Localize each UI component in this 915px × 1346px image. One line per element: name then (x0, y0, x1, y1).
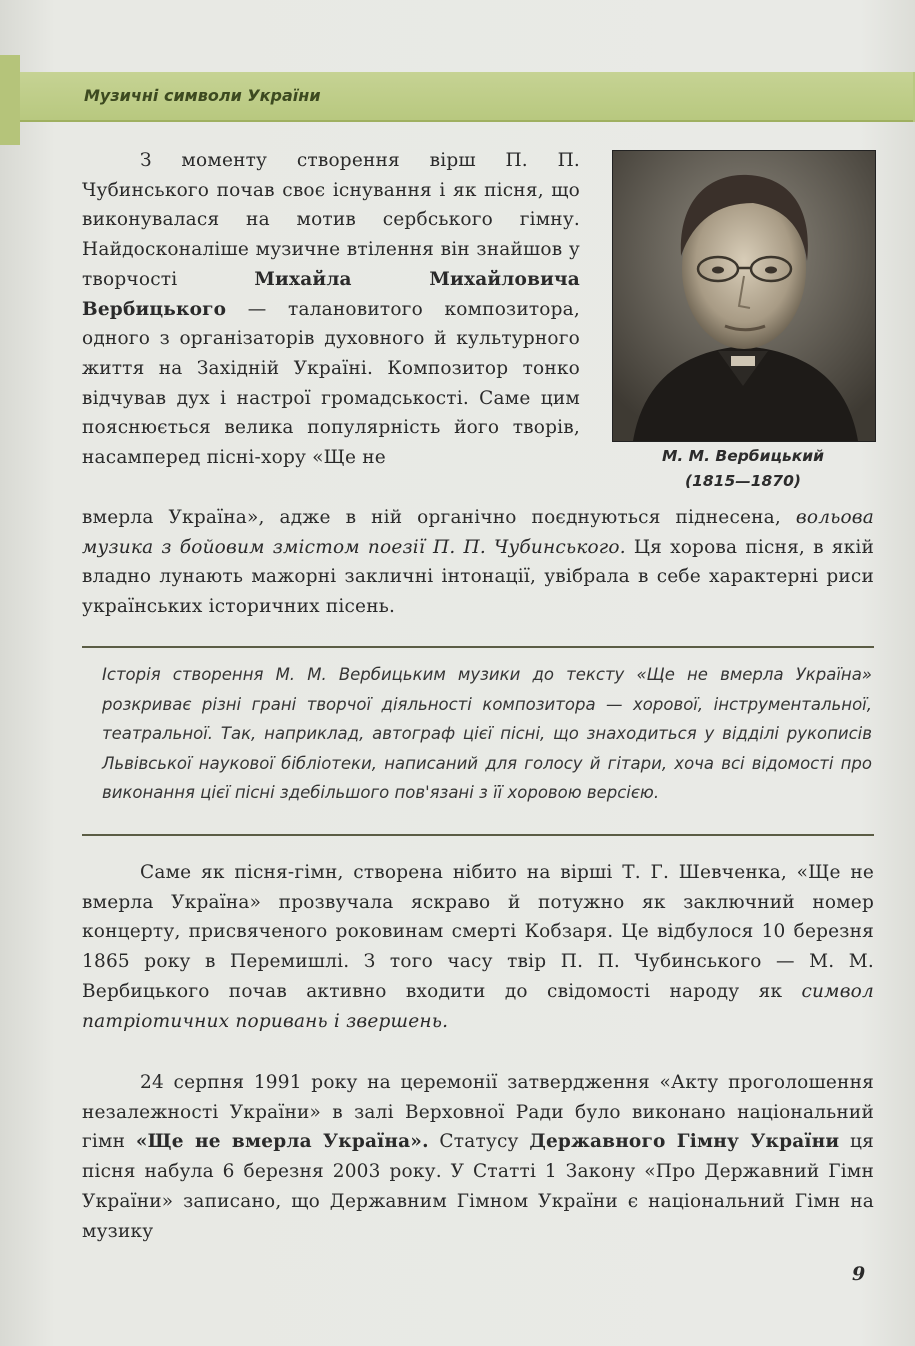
paragraph-1-text-a: З моменту створення вірш П. П. Чубинського почав своє існування і як пісня, що виконувалася на мотив сербського гімну. Найдосконаліше музичне втілення він знайшов у творчості (82, 150, 580, 290)
paragraph-3-text-a: 24 серпня 1991 року на церемонії затвердження «Акту проголошення незалежності України» в залі Верховної Ради було виконано національний гімн (82, 1072, 874, 1153)
paragraph-1-text-b: — талановитого композитора, одного з організаторів духовного й культурного життя на Західній Україні. Композитор тонко відчував дух і настрої громадськості. Саме цим пояснюється велика популярність його творів, насамперед пісні-хору «Ще не (82, 298, 580, 469)
note-box-text: Історія створення М. М. Вербицьким музики до тексту «Ще не вмерла Україна» розкриває різні грані творчої діяльності композитора — хорової, інструментальної, театральної. Так, наприклад, автограф цієї пісні, що знаходиться у відділі рукописів Львівської наукової бібліотеки, написаний для голосу й гітари, хоча всі відомості про виконання цієї пісні здебільшого пов'язані з її хоровою версією. (102, 665, 872, 802)
paragraph-2-italic: символ патріотичних поривань і звершень. (82, 980, 874, 1032)
paragraph-1-italic: вольова музика з бойовим змістом поезії П. П. Чубинського. (82, 507, 874, 558)
section-title: Музичні символи України (84, 86, 321, 105)
page-number: 9 (852, 1263, 866, 1285)
paragraph-2 (82, 858, 874, 1036)
note-bottom-rule (82, 834, 874, 836)
portrait-photo (612, 150, 876, 442)
portrait-image (613, 151, 875, 441)
caption-years: (1815—1870) (685, 472, 801, 490)
paragraph-3-text-c: ця пісня набула 6 березня 2003 року. У Статті 1 Закону «Про Державний Гімн України» записано, що Державним Гімном України є національний Гімн на музику (82, 1131, 874, 1242)
header-tab-strip (0, 55, 20, 145)
composer-name: Михайла Михайловича Вербицького (82, 268, 580, 320)
state-anthem-term: Державного Гімну України (529, 1131, 840, 1153)
note-top-rule (82, 646, 874, 648)
paragraph-1-continued (82, 503, 874, 622)
paragraph-2-text: Саме як пісня-гімн, створена нібито на вірші Т. Г. Шевченка, «Ще не вмерла Україна» прозвучала яскраво й потужно як заключний номер концерту, присвяченого роковинам смерті Кобзаря. Це відбулося 10 березня 1865 року в Перемишлі. З того часу твір П. П. Чубинського — М. М. Вербицького почав активно входити до свідомості народу як (82, 862, 874, 1002)
portrait-caption (612, 444, 874, 494)
caption-name: М. М. Вербицький (661, 447, 825, 465)
anthem-title: «Ще не вмерла Україна». (135, 1131, 429, 1153)
paragraph-1-text-d: Ця хорова пісня, в якій владно лунають мажорні закличні інтонації, увібрала в себе характерні риси українських історичних пісень. (82, 536, 875, 618)
paragraph-1 (82, 146, 580, 473)
paragraph-1-text-c: вмерла Україна», адже в ній органічно поєднуються піднесена, (82, 507, 796, 528)
paragraph-3-text-b: Статусу (428, 1131, 530, 1153)
paragraph-3 (82, 1068, 874, 1246)
